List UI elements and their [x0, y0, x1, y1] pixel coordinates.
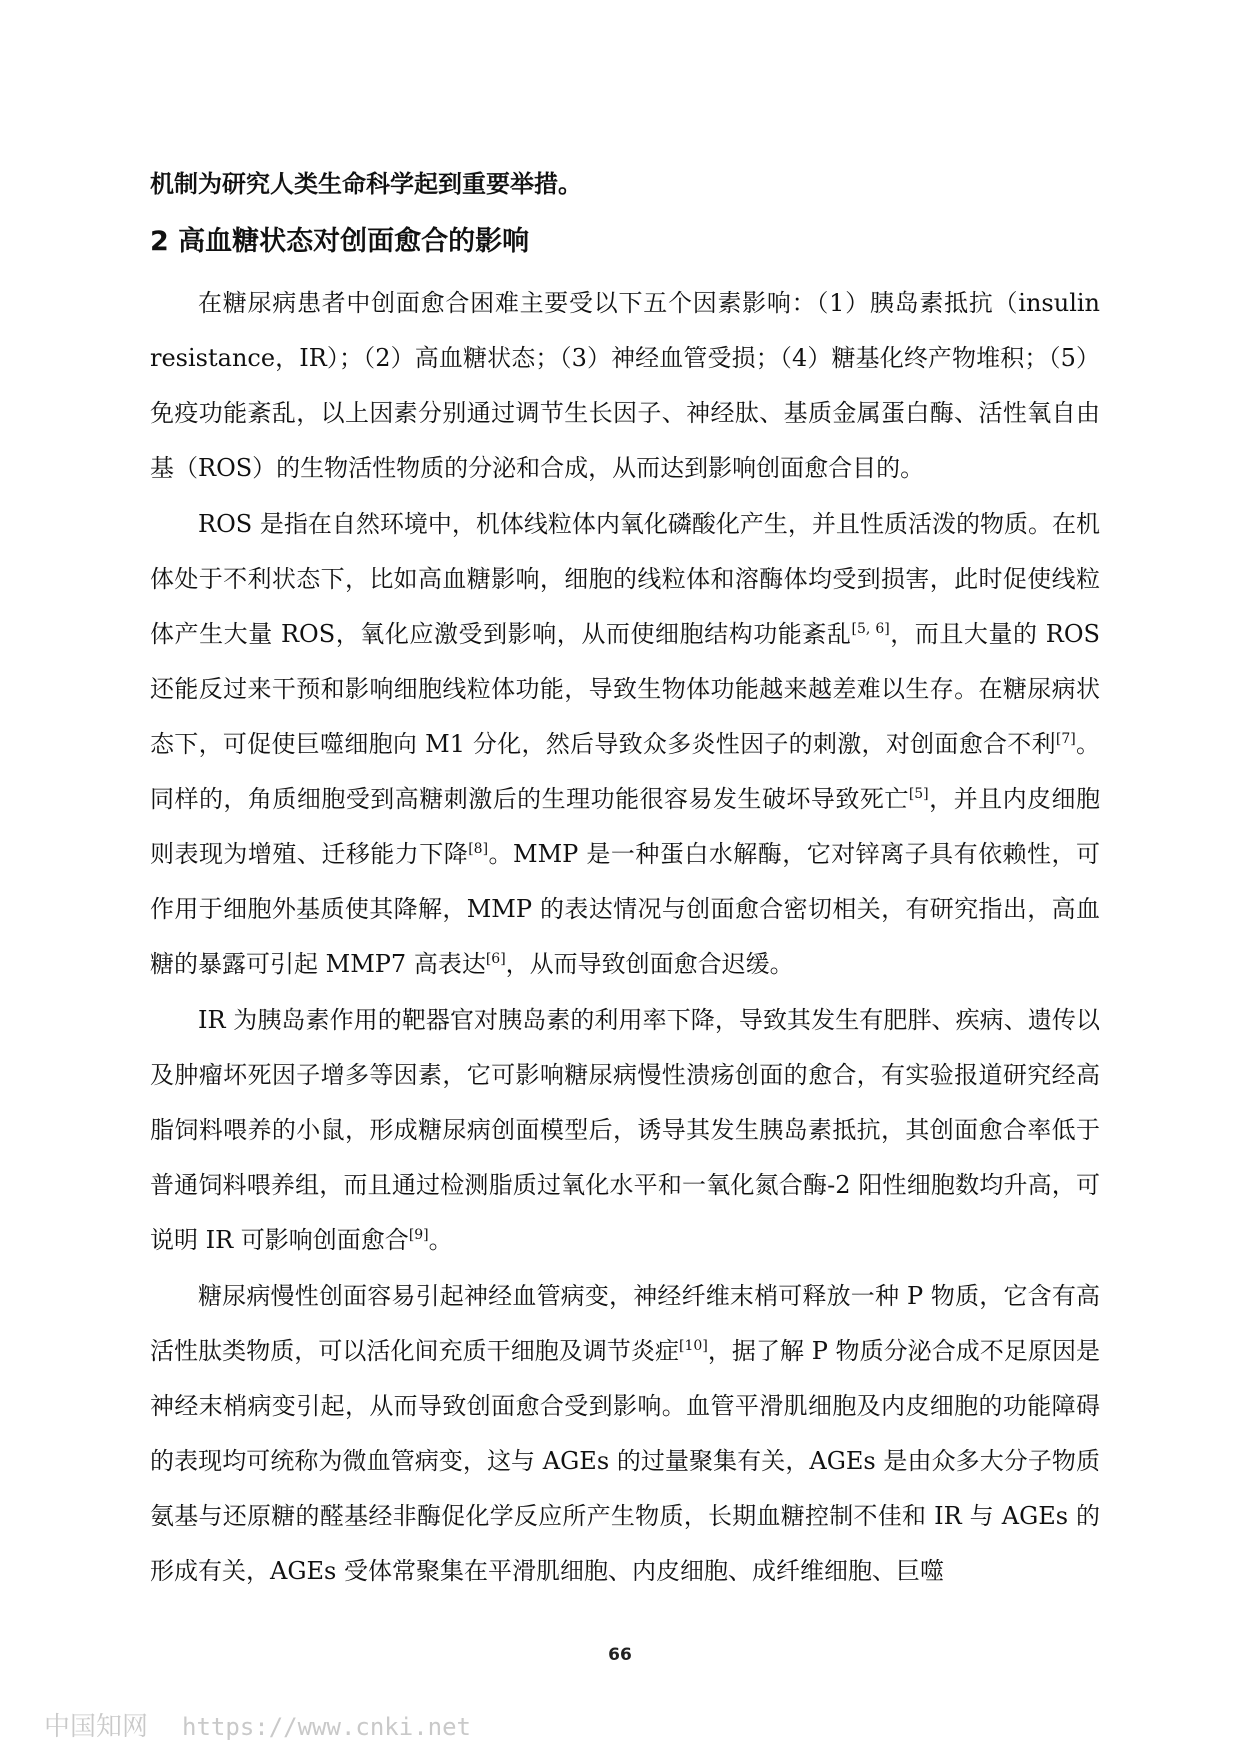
- body-paragraph: [150, 993, 1100, 1268]
- paragraph-text: 在糖尿病患者中创面愈合困难主要受以下五个因素影响：（1）胰岛素抵抗（insulin resistance，IR）；（2）高血糖状态；（3）神经血管受损；（4）糖基化终产物堆积；（5）免疫功能紊乱，以上因素分别通过调节生长因子、神经肽、基质金属蛋白酶、活性氧自由基（ROS）的生物活性物质的分泌和合成，从而达到影响创面愈合目的。: [150, 289, 1100, 482]
- citation-marker: [8]: [468, 841, 489, 857]
- watermark: [44, 1706, 471, 1743]
- citation-marker: [9]: [408, 1227, 429, 1243]
- paragraph-text: 。: [428, 1226, 453, 1254]
- watermark-url: https://www.cnki.net: [182, 1713, 471, 1741]
- paragraph-text: ROS 是指在自然环境中，机体线粒体内氧化磷酸化产生，并且性质活泼的物质。在机体处于不利状态下，比如高血糖影响，细胞的线粒体和溶酶体均受到损害，此时促使线粒体产生大量 ROS，氧化应激受到影响，从而使细胞结构功能紊乱: [150, 510, 1100, 648]
- paragraph-text: 。同样的，角质细胞受到高糖刺激后的生理功能很容易发生破坏导致死亡: [150, 730, 1100, 813]
- document-body: [150, 158, 1100, 1600]
- citation-marker: [7]: [1055, 731, 1076, 747]
- section-heading: 2 高血糖状态对创面愈合的影响: [150, 226, 530, 257]
- paragraph-text: 糖尿病慢性创面容易引起神经血管病变，神经纤维末梢可释放一种 P 物质，它含有高活性肽类物质，可以活化间充质干细胞及调节炎症: [150, 1282, 1100, 1365]
- body-paragraph: [150, 1269, 1100, 1599]
- citation-marker: [5]: [908, 786, 929, 802]
- paragraph-text: 。MMP 是一种蛋白水解酶，它对锌离子具有依赖性，可作用于细胞外基质使其降解，MMP 的表达情况与创面愈合密切相关，有研究指出，高血糖的暴露可引起 MMP7 高表达: [150, 840, 1100, 978]
- body-paragraph: [150, 497, 1100, 992]
- citation-marker: [6]: [485, 951, 506, 967]
- paragraph-text: IR 为胰岛素作用的靶器官对胰岛素的利用率下降，导致其发生有肥胖、疾病、遗传以及肿瘤坏死因子增多等因素，它可影响糖尿病慢性溃疡创面的愈合，有实验报道研究经高脂饲料喂养的小鼠，形成糖尿病创面模型后，诱导其发生胰岛素抵抗，其创面愈合率低于普通饲料喂养组，而且通过检测脂质过氧化水平和一氧化氮合酶-2 阳性细胞数均升高，可说明 IR 可影响创面愈合: [150, 1006, 1100, 1254]
- paragraph-text: ，据了解 P 物质分泌合成不足原因是神经末梢病变引起，从而导致创面愈合受到影响。血管平滑肌细胞及内皮细胞的功能障碍的表现均可统称为微血管病变，这与 AGEs 的过量聚集有关，AGEs 是由众多大分子物质氨基与还原糖的醛基经非酶促化学反应所产生物质，长期血糖控制不佳和 IR 与 AGEs 的形成有关，AGEs 受体常聚集在平滑肌细胞、内皮细胞、成纤维细胞、巨噬: [150, 1337, 1101, 1585]
- paragraph-text: ，并且内皮细胞则表现为增殖、迁移能力下降: [150, 785, 1101, 868]
- continued-sentence: 机制为研究人类生命科学起到重要举措。: [150, 169, 582, 198]
- citation-marker: [5, 6]: [851, 621, 890, 637]
- page-number: 66: [608, 1645, 632, 1665]
- citation-marker: [10]: [679, 1338, 708, 1354]
- body-paragraph: [150, 276, 1100, 496]
- paragraph-text: ，从而导致创面愈合迟缓。: [505, 950, 794, 978]
- paragraph-text: ，而且大量的 ROS 还能反过来干预和影响细胞线粒体功能，导致生物体功能越来越差难以生存。在糖尿病状态下，可促使巨噬细胞向 M1 分化，然后导致众多炎性因子的刺激，对创面愈合不利: [150, 620, 1100, 758]
- watermark-brand: 中国知网: [44, 1712, 149, 1742]
